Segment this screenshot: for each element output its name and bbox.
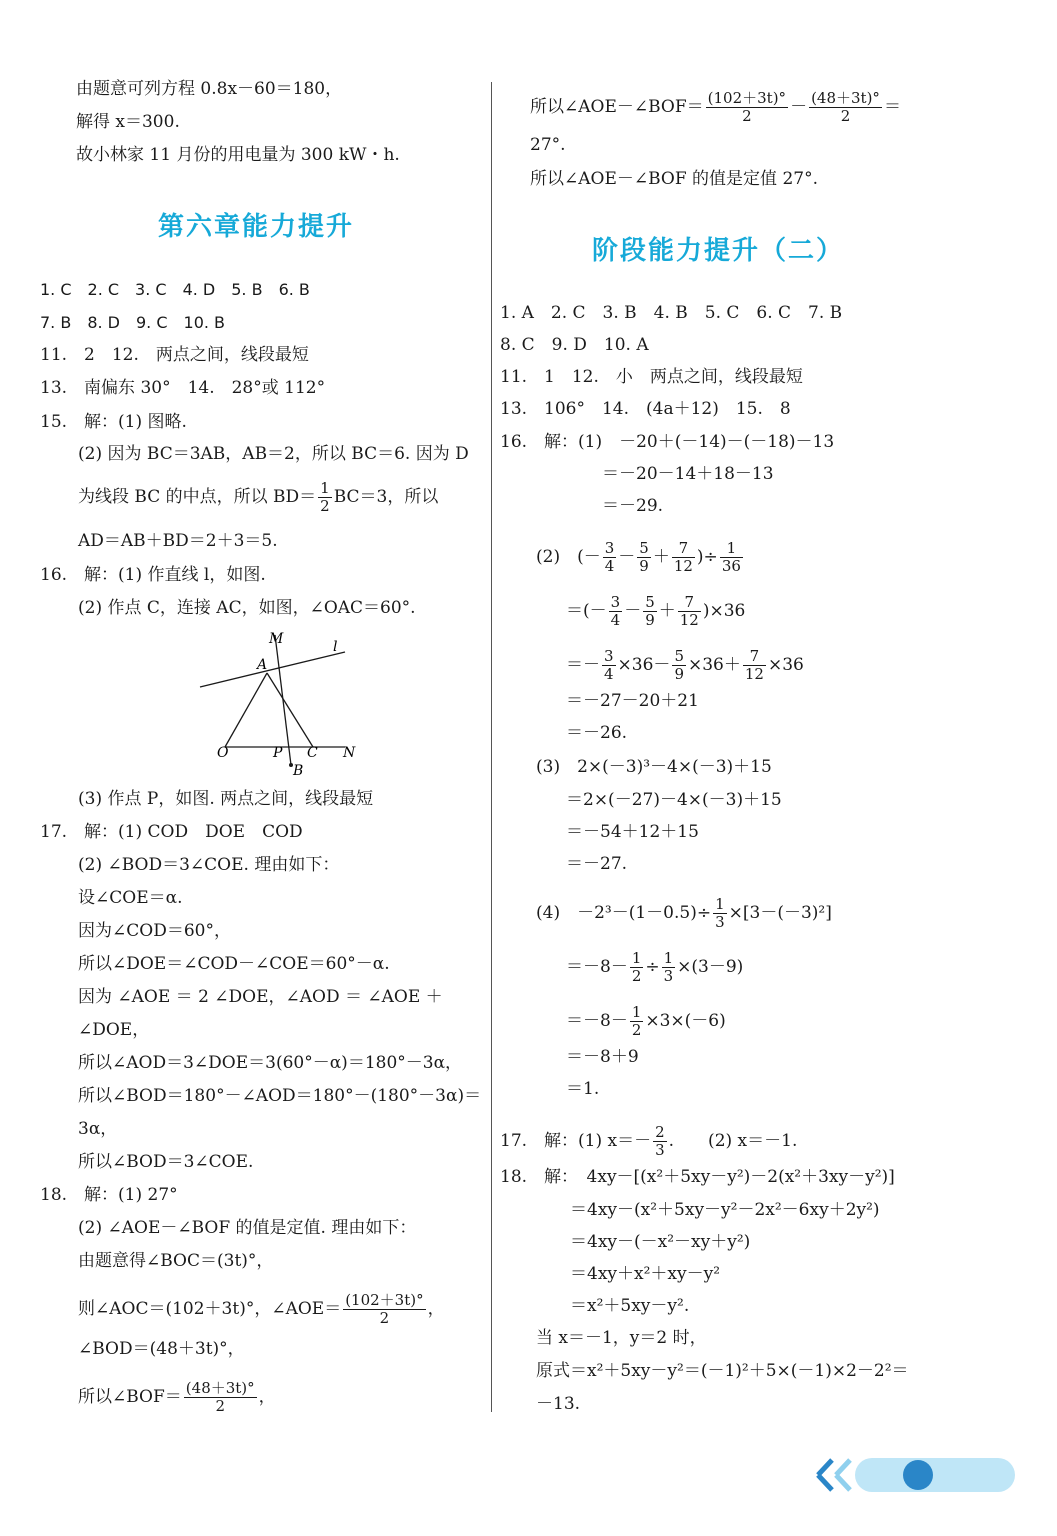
answer-11-12: 11. 1 12. 小 两点之间，线段最短 — [500, 367, 803, 387]
q17-line: 17. 解：(1) x＝－ $\frac{2}{3}$ . (2) x＝－1. — [500, 1123, 798, 1159]
label-l: l — [333, 639, 338, 655]
fraction: $\frac{(48+3t)^\circ}{2}$ — [185, 1379, 255, 1415]
page-badge — [810, 1450, 1040, 1500]
q16-3-line: ＝－27. — [566, 854, 628, 874]
answer-13-15: 13. 106° 14. (4a＋12) 15. 8 — [500, 399, 791, 419]
q18-line: ＝4xy＋x²＋xy－y² — [570, 1264, 721, 1284]
fraction: $\frac{1}{3}$ — [715, 895, 725, 931]
q18-line: 则∠AOC＝(102＋3t)°，∠AOE＝ $\frac{(102+3t)^\circ}{2}$ ， — [78, 1291, 445, 1327]
q18-line: 由题意得∠BOC＝(3t)°， — [78, 1251, 274, 1271]
fraction: $\frac{7}{12}$ — [744, 647, 764, 683]
text-line: 故小林家 11 月份的用电量为 300 kW・h. — [76, 145, 400, 165]
q18-line: 原式＝x²＋5xy－y²＝(－1)²＋5×(－1)×2－2²＝ — [536, 1361, 909, 1381]
q17-line: 设∠COE＝α. — [78, 888, 183, 908]
fraction: $\frac{(102+3t)^\circ}{2}$ — [345, 1291, 424, 1327]
q17-line: (2) ∠BOD＝3∠COE. 理由如下： — [78, 855, 340, 875]
q18-line: ∠BOD＝(48＋3t)°， — [78, 1339, 245, 1359]
fraction: $\frac{1}{36}$ — [721, 539, 741, 575]
q16-4-line: (4) －2³－(1－0.5)÷ $\frac{1}{3}$ ×[3－(－3)²] — [536, 895, 832, 931]
q18-line: (2) ∠AOE－∠BOF 的值是定值. 理由如下： — [78, 1218, 417, 1238]
label-o: O — [217, 745, 229, 761]
text-line: 27°. — [530, 135, 566, 155]
q17-line: 所以∠DOE＝∠COD－∠COE＝60°－α. — [78, 954, 390, 974]
q18-line: ＝4xy－(－x²－xy＋y²) — [570, 1232, 751, 1252]
answer-11-12: 11. 2 12. 两点之间，线段最短 — [40, 345, 309, 365]
q16-4-line: ＝1. — [566, 1079, 600, 1099]
q16-3-line: ＝2×(－27)－4×(－3)＋15 — [566, 790, 782, 810]
answers-row: 8. C 9. D 10. A — [500, 335, 649, 355]
q16-1-line: 16. 解：(1) －20＋(－14)－(－18)－13 — [500, 432, 835, 452]
fraction: $\frac{5}{9}$ — [645, 593, 655, 629]
q17-line: 3α， — [78, 1119, 118, 1139]
text-line: 解得 x＝300. — [76, 112, 180, 132]
q17-line: 所以∠AOD＝3∠DOE＝3(60°－α)＝180°－3α， — [78, 1053, 463, 1073]
q18-line: 18. 解：(1) 27° — [40, 1185, 178, 1205]
fraction: $\frac{5}{9}$ — [674, 647, 684, 683]
q17-line: 所以∠BOD＝180°－∠AOD＝180°－(180°－3α)＝ — [78, 1086, 482, 1106]
fraction: $\frac{3}{4}$ — [604, 647, 614, 683]
q16-3-line: (3) 2×(－3)³－4×(－3)＋15 — [536, 757, 772, 777]
q16-1-line: ＝－20－14＋18－13 — [602, 464, 774, 484]
q18-line: ＝x²＋5xy－y². — [570, 1296, 690, 1316]
answers-row: 1. C 2. C 3. C 4. D 5. B 6. B — [40, 280, 310, 299]
fraction: $\frac{(48+3t)^\circ}{2}$ — [811, 89, 880, 125]
label-p: P — [273, 745, 283, 761]
fraction: $\frac{1}{2}$ — [320, 479, 330, 515]
text-line: 所以∠AOE－∠BOF 的值是定值 27°. — [530, 169, 818, 189]
text-line: 所以∠AOE－∠BOF＝ $\frac{(102+3t)^\circ}{2}$ － $\frac{(48+3t)^\circ}{2}$ ＝ — [530, 89, 901, 125]
fraction: $\frac{1}{3}$ — [663, 949, 674, 985]
q15-line: 为线段 BC 的中点，所以 BD＝ $\frac{1}{2}$ BC＝3，所以 — [78, 479, 439, 515]
q16-2-line: (2) (－ $\frac{3}{4}$ － $\frac{5}{9}$ ＋ $\frac{7}{12}$ )÷ $\frac{1}{36}$ — [536, 539, 741, 575]
section-title-chapter6: 第六章能力提升 — [158, 212, 355, 242]
q18-line: 所以∠BOF＝ $\frac{(48+3t)^\circ}{2}$ ， — [78, 1379, 276, 1415]
chevron-left-icon — [836, 1460, 850, 1490]
label-n: N — [343, 745, 356, 761]
q18-line: 18. 解： 4xy－[(x²＋5xy－y²)－2(x²＋3xy－y²)] — [500, 1167, 895, 1187]
badge-pill — [855, 1458, 1015, 1492]
q17-line: ∠DOE， — [78, 1020, 150, 1040]
fraction: $\frac{2}{3}$ — [655, 1123, 665, 1159]
q16-3-line: ＝－54＋12＋15 — [566, 822, 699, 842]
fraction: $\frac{3}{4}$ — [610, 593, 621, 629]
q15-line: AD＝AB＋BD＝2＋3＝5. — [78, 531, 278, 551]
label-c: C — [307, 745, 318, 761]
q16-2-line: ＝－27－20＋21 — [566, 691, 699, 711]
q16-2-line: ＝(－ $\frac{3}{4}$ － $\frac{5}{9}$ ＋ $\frac{7}{12}$ )×36 — [566, 593, 746, 629]
segment-ao — [225, 673, 267, 747]
geometry-figure — [195, 625, 375, 785]
text-line: 由题意可列方程 0.8x－60＝180， — [76, 79, 343, 99]
fraction: $\frac{7}{12}$ — [673, 539, 693, 575]
q16-2-line: ＝－26. — [566, 723, 628, 743]
answer-13-14: 13. 南偏东 30° 14. 28°或 112° — [40, 378, 326, 398]
q17-line: 所以∠BOD＝3∠COE. — [78, 1152, 254, 1172]
fraction: $\frac{(102+3t)^\circ}{2}$ — [707, 89, 787, 125]
q17-line: 17. 解：(1) COD DOE COD — [40, 822, 303, 842]
q17-line: 因为 ∠AOE ＝ 2 ∠DOE，∠AOD ＝ ∠AOE ＋ — [78, 987, 443, 1007]
q16-line: (3) 作点 P，如图. 两点之间，线段最短 — [78, 789, 374, 809]
column-divider — [491, 82, 492, 1412]
q16-4-line: ＝－8－ $\frac{1}{2}$ ÷ $\frac{1}{3}$ ×(3－9) — [566, 949, 744, 985]
section-title-stage2: 阶段能力提升（二） — [592, 236, 845, 266]
answers-row: 1. A 2. C 3. B 4. B 5. C 6. C 7. B — [500, 303, 843, 323]
q15-line: (2) 因为 BC＝3AB，AB＝2，所以 BC＝6. 因为 D — [78, 444, 469, 464]
q18-line: 当 x＝－1，y＝2 时， — [536, 1328, 707, 1348]
badge-circle — [903, 1460, 933, 1490]
label-b: B — [293, 763, 304, 779]
fraction: $\frac{7}{12}$ — [679, 593, 699, 629]
q16-1-line: ＝－29. — [602, 496, 664, 516]
q16-line: (2) 作点 C，连接 AC，如图，∠OAC＝60°. — [78, 598, 416, 618]
chevron-left-icon — [818, 1460, 832, 1490]
label-m: M — [269, 631, 284, 647]
fraction: $\frac{3}{4}$ — [604, 539, 615, 575]
q16-4-line: ＝－8＋9 — [566, 1047, 639, 1067]
q16-4-line: ＝－8－ $\frac{1}{2}$ ×3×(－6) — [566, 1003, 726, 1039]
q18-line: ＝4xy－(x²＋5xy－y²－2x²－6xy＋2y²) — [570, 1200, 880, 1220]
fraction: $\frac{1}{2}$ — [631, 949, 642, 985]
fraction: $\frac{5}{9}$ — [639, 539, 649, 575]
q18-line: －13. — [536, 1394, 581, 1414]
q16-2-line: ＝－ $\frac{3}{4}$ ×36－ $\frac{5}{9}$ ×36＋ $\frac{7}{12}$ ×36 — [566, 647, 804, 683]
label-a: A — [257, 657, 268, 673]
q15-line: 15. 解：(1) 图略. — [40, 412, 187, 432]
answers-row: 7. B 8. D 9. C 10. B — [40, 313, 226, 332]
q17-line: 因为∠COD＝60°， — [78, 921, 231, 941]
fraction: $\frac{1}{2}$ — [631, 1003, 642, 1039]
q16-line: 16. 解：(1) 作直线 l，如图. — [40, 565, 266, 585]
segment-ac — [267, 673, 313, 747]
